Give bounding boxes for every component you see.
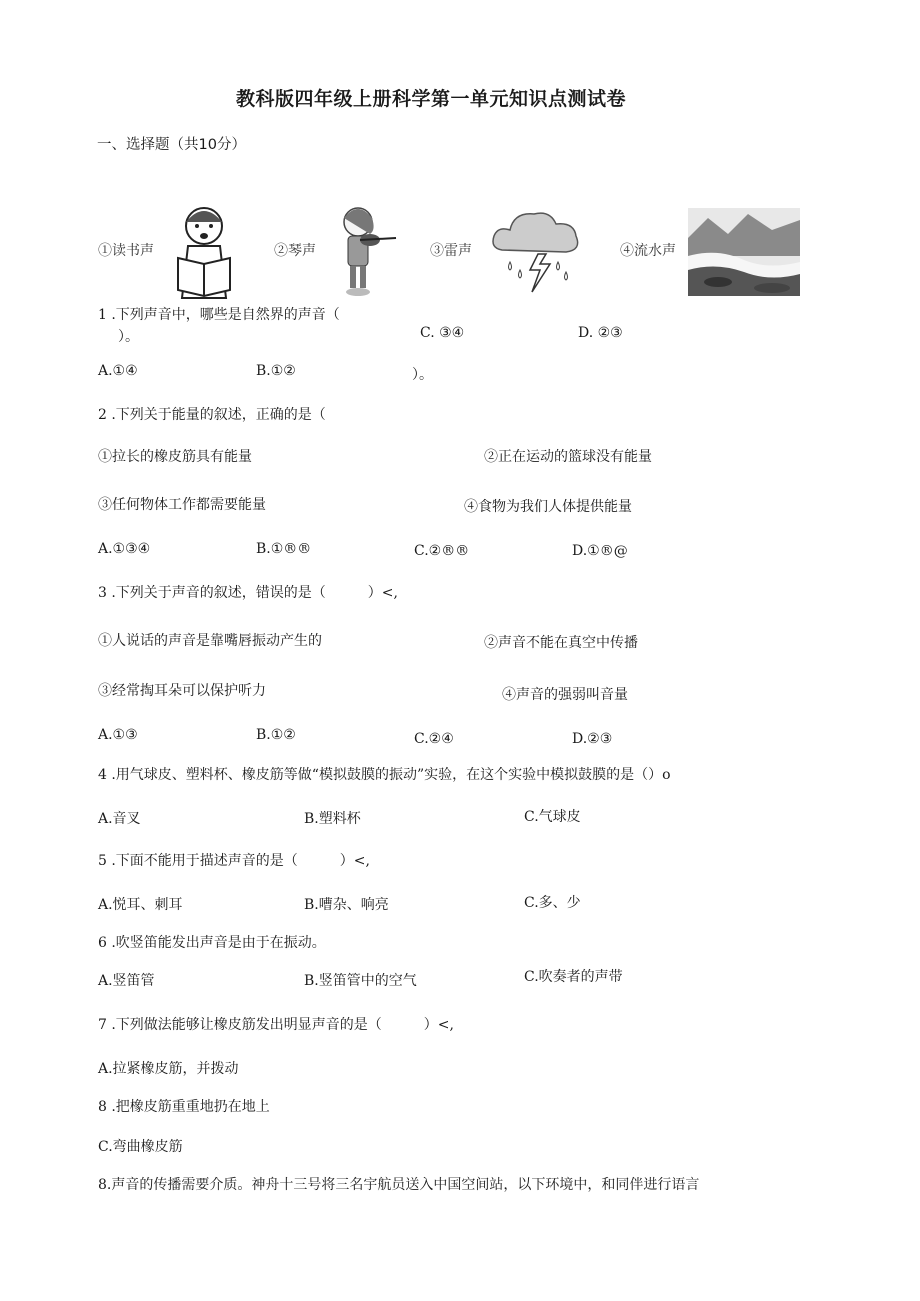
question-5-option-a: A.悦耳、刺耳 — [98, 897, 183, 913]
question-7-stem: 7 .下列做法能够让橡皮筋发出明显声音的是（ ）<, — [98, 1017, 454, 1033]
question-2-statement-2: ②正在运动的篮球没有能量 — [484, 449, 652, 465]
question-3-statement-1: ①人说话的声音是靠嘴唇振动产生的 — [98, 633, 322, 649]
question-3-statement-4: ④声音的强弱叫音量 — [502, 687, 628, 703]
question-3-option-b: B.①② — [256, 727, 296, 743]
question-1-option-c: C. ③④ — [420, 325, 465, 341]
thundercloud-icon — [488, 204, 584, 300]
question-7-option-a: A.拉紧橡皮筋，并拨动 — [98, 1061, 239, 1077]
question-4-option-b: B.塑料杯 — [304, 811, 361, 827]
question-1-stem: 1 .下列声音中，哪些是自然界的声音（ — [98, 307, 340, 323]
question-4-stem: 4 .用气球皮、塑料杯、橡皮筋等做“模拟鼓膜的振动”实验，在这个实验中模拟鼓膜的是（）o — [98, 767, 671, 783]
question-2-option-c: C.②®® — [414, 543, 470, 559]
question-2-stem: 2 .下列关于能量的叙述，正确的是（ — [98, 407, 326, 423]
question-2-statement-1: ①拉长的橡皮筋具有能量 — [98, 449, 252, 465]
question-1-stem-end: ）。 — [118, 329, 139, 345]
question-3-option-d: D.②③ — [572, 731, 613, 747]
section-heading: 一、选择题（共10分） — [97, 137, 246, 153]
question-7-option-b: 8 .把橡皮筋重重地扔在地上 — [98, 1099, 270, 1115]
question-3-statement-3: ③经常掏耳朵可以保护听力 — [98, 683, 266, 699]
question-2-option-a: A.①③④ — [98, 541, 151, 557]
question-8-stem: 8.声音的传播需要介质。神舟十三号将三名宇航员送入中国空间站，以下环境中，和同伴进行语言 — [98, 1177, 700, 1193]
river-icon — [688, 208, 800, 296]
question-6-option-a: A.竖笛管 — [98, 973, 155, 989]
question-1-tail: ）。 — [412, 367, 433, 383]
question-6-option-b: B.竖笛管中的空气 — [304, 973, 417, 989]
question-1-option-d: D. ②③ — [578, 325, 623, 341]
girl-violin-icon — [330, 200, 400, 300]
question-5-option-b: B.嘈杂、响亮 — [304, 897, 389, 913]
question-4-option-a: A.音叉 — [98, 811, 141, 827]
image-label-violin: ②琴声 — [274, 243, 316, 259]
question-3-statement-2: ②声音不能在真空中传播 — [484, 635, 638, 651]
question-3-option-a: A.①③ — [98, 727, 138, 743]
question-3-stem: 3 .下列关于声音的叙述，错误的是（ ）<, — [98, 585, 398, 601]
question-2-statement-3: ③任何物体工作都需要能量 — [98, 497, 266, 513]
question-1-option-b: B.①② — [256, 363, 296, 379]
image-label-thunder: ③雷声 — [430, 243, 472, 259]
boy-reading-icon — [168, 200, 240, 300]
question-4-option-c: C.气球皮 — [524, 809, 581, 825]
question-6-stem: 6 .吹竖笛能发出声音是由于在振动。 — [98, 935, 326, 951]
image-label-water: ④流水声 — [620, 243, 676, 259]
image-label-reading: ①读书声 — [98, 243, 154, 259]
question-2-option-b: B.①®® — [256, 541, 312, 557]
page-title: 教科版四年级上册科学第一单元知识点测试卷 — [236, 88, 627, 110]
question-1-option-a: A.①④ — [98, 363, 138, 379]
question-5-stem: 5 .下面不能用于描述声音的是（ ）<, — [98, 853, 370, 869]
question-2-statement-4: ④食物为我们人体提供能量 — [464, 499, 632, 515]
question-7-option-c: C.弯曲橡皮筋 — [98, 1139, 183, 1155]
question-6-option-c: C.吹奏者的声带 — [524, 969, 623, 985]
question-2-option-d: D.①®@ — [572, 543, 628, 559]
question-3-option-c: C.②④ — [414, 731, 454, 747]
question-5-option-c: C.多、少 — [524, 895, 581, 911]
